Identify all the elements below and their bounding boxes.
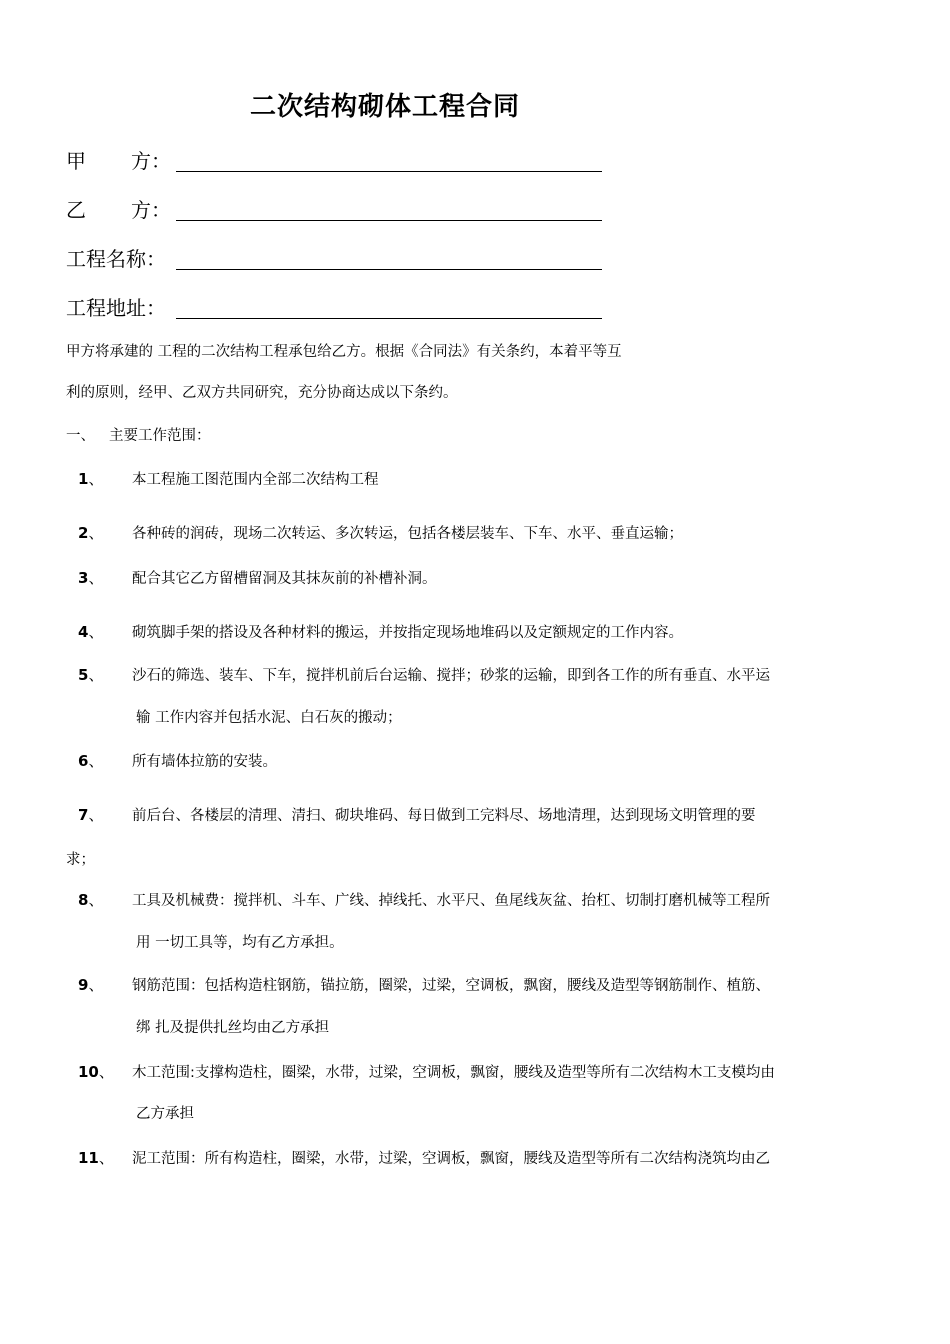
item-number-mark: 、 xyxy=(88,976,104,994)
list-item-5-continuation: 输 工作内容并包括水泥、白石灰的搬动； xyxy=(136,710,402,726)
item-number xyxy=(78,1061,114,1082)
page-title: 二次结构砌体工程合同 xyxy=(250,92,521,122)
item-text: 沙石的筛选、装车、下车，搅拌机前后台运输、搅拌；砂浆的运输，即到各工作的所有垂直、水平运 xyxy=(132,668,770,684)
item-number-digits: 9 xyxy=(78,976,89,994)
item-number xyxy=(78,1147,114,1168)
item-number-digits: 5 xyxy=(78,666,89,684)
item-text: 木工范围:支撑构造柱，圈梁，水带，过梁，空调板，飘窗，腰线及造型等所有二次结构木工支模均由 xyxy=(132,1065,775,1081)
item-text: 配合其它乙方留槽留洞及其抹灰前的补槽补洞。 xyxy=(132,571,437,587)
item-number-digits: 8 xyxy=(78,891,89,909)
item-text: 前后台、各楼层的清理、清扫、砌块堆码、每日做到工完料尽、场地清理，达到现场文明管理的要 xyxy=(132,808,756,824)
party-b-label-suffix: 方： xyxy=(131,198,171,222)
party-a-label-char: 甲 xyxy=(66,149,86,173)
project-address-label: 工程地址： xyxy=(66,296,166,320)
item-number-digits: 2 xyxy=(78,524,89,542)
party-b-blank-line[interactable] xyxy=(176,220,602,221)
project-address-blank-line[interactable] xyxy=(176,318,602,319)
section-number: 一、 xyxy=(66,428,95,444)
item-number-mark: 、 xyxy=(98,1063,114,1081)
item-number xyxy=(78,664,103,685)
party-a-field xyxy=(66,144,171,174)
project-name-blank-line[interactable] xyxy=(176,269,602,270)
item-number-digits: 7 xyxy=(78,806,89,824)
section-heading-1 xyxy=(66,424,211,445)
item-number xyxy=(78,621,103,642)
item-number-mark: 、 xyxy=(88,666,104,684)
section-title: 主要工作范围： xyxy=(109,428,211,444)
party-a-label xyxy=(66,148,171,174)
item-text: 各种砖的润砖，现场二次转运、多次转运，包括各楼层装车、下车、水平、垂直运输； xyxy=(132,526,683,542)
item-number-mark: 、 xyxy=(88,752,104,770)
item-number-mark: 、 xyxy=(88,470,104,488)
item-text: 泥工范围：所有构造柱，圈梁，水带，过梁，空调板，飘窗，腰线及造型等所有二次结构浇筑均由乙 xyxy=(132,1151,770,1167)
party-b-label-char: 乙 xyxy=(66,198,86,222)
item-number-digits: 4 xyxy=(78,623,89,641)
project-name-field xyxy=(66,242,166,272)
item-number xyxy=(78,889,103,910)
item-text: 钢筋范围：包括构造柱钢筋，锚拉筋，圈梁，过梁，空调板，飘窗，腰线及造型等钢筋制作、植筋、 xyxy=(132,978,770,994)
item-number-mark: 、 xyxy=(88,891,104,909)
party-b-field xyxy=(66,193,171,223)
item-number xyxy=(78,522,103,543)
list-item-8-continuation: 用 一切工具等，均有乙方承担。 xyxy=(136,935,344,951)
item-number-mark: 、 xyxy=(88,623,104,641)
list-item-7-continuation: 求； xyxy=(66,852,95,868)
item-number-digits: 6 xyxy=(78,752,89,770)
list-item-9-continuation: 绑 扎及提供扎丝均由乙方承担 xyxy=(136,1020,330,1036)
item-number-digits: 3 xyxy=(78,569,89,587)
party-a-blank-line[interactable] xyxy=(176,171,602,172)
item-text: 本工程施工图范围内全部二次结构工程 xyxy=(132,472,379,488)
item-number-mark: 、 xyxy=(98,1149,114,1167)
item-number xyxy=(78,804,103,825)
project-address-field xyxy=(66,291,166,321)
item-number-mark: 、 xyxy=(88,524,104,542)
party-b-label xyxy=(66,197,171,223)
party-a-label-suffix: 方： xyxy=(131,149,171,173)
intro-line-2: 利的原则，经甲、乙双方共同研究，充分协商达成以下条约。 xyxy=(66,385,458,401)
item-number-digits: 11 xyxy=(78,1149,99,1167)
project-name-label: 工程名称： xyxy=(66,247,166,271)
item-number-mark: 、 xyxy=(88,806,104,824)
intro-line-1: 甲方将承建的 工程的二次结构工程承包给乙方。根据《合同法》有关条约，本着平等互 xyxy=(66,344,622,360)
item-number-digits: 10 xyxy=(78,1063,99,1081)
item-number xyxy=(78,567,103,588)
item-text: 工具及机械费：搅拌机、斗车、广线、掉线托、水平尺、鱼尾线灰盆、抬杠、切制打磨机械等工程所 xyxy=(132,893,770,909)
item-text: 砌筑脚手架的搭设及各种材料的搬运，并按指定现场地堆码以及定额规定的工作内容。 xyxy=(132,625,683,641)
item-number-mark: 、 xyxy=(88,569,104,587)
list-item-10-continuation: 乙方承担 xyxy=(136,1106,194,1122)
item-text: 所有墙体拉筋的安装。 xyxy=(132,754,277,770)
item-number xyxy=(78,974,103,995)
item-number xyxy=(78,750,103,771)
item-number-digits: 1 xyxy=(78,470,89,488)
item-number xyxy=(78,468,103,489)
